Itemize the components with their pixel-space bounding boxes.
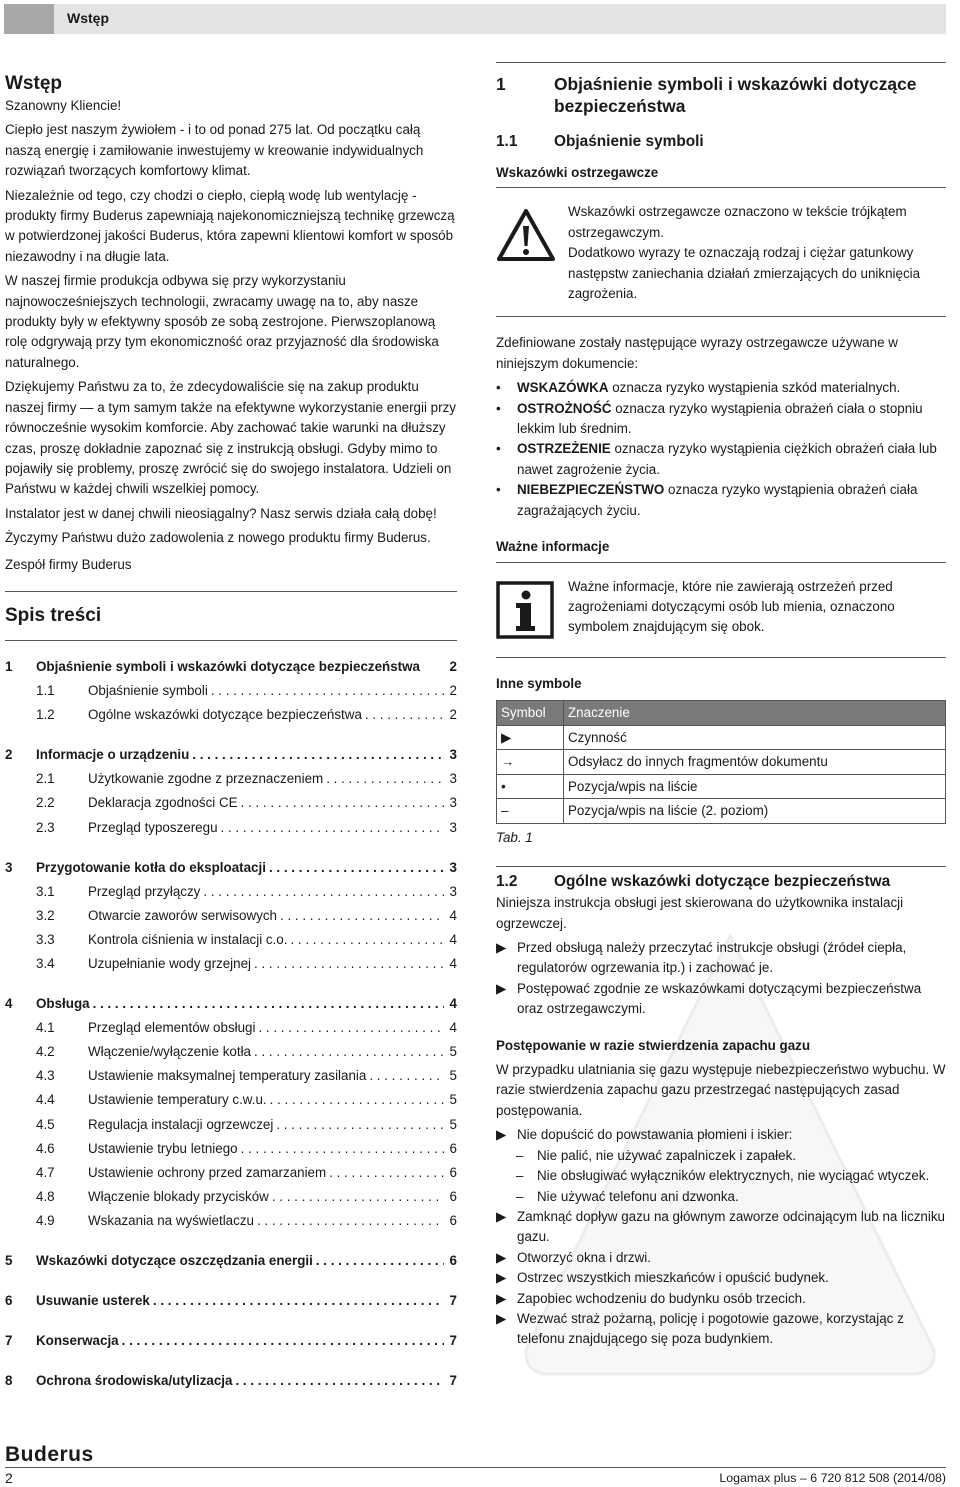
toc-divider [5,640,457,641]
sub-item: – Nie używać telefonu ani dzwonka. [516,1188,739,1204]
toc-entry[interactable]: 4.2 Włączenie/wyłączenie kotła . . . 5 [5,1040,457,1064]
warning-triangle-icon [496,208,556,262]
sub-item: – Nie palić, nie używać zapalniczek i zapałek. [516,1147,797,1163]
signal-word-item: • OSTROŻNOŚĆ oznacza ryzyko wystąpienia obrażeń ciała o stopniu lekkim lub średnim. [496,400,923,437]
warnings-box [496,202,946,317]
toc-entry[interactable]: 7 Konserwacja . . . 7 [5,1329,457,1353]
toc-entry[interactable]: 3.1 Przegląd przyłączy . . . 3 [5,880,457,904]
toc-entry[interactable]: 3.2 Otwarcie zaworów serwisowych . . . 4 [5,904,457,928]
action-item: ▶ Przed obsługą należy przeczytać instrukcje obsługi (źródeł ciepła, regulatorów ogrzewania itp.) i zachować je. [496,940,907,976]
toc-entry[interactable]: 4.6 Ustawienie trybu letniego . . . 6 [5,1137,457,1161]
action-item: ▶ Ostrzec wszystkich mieszkańców i opuścić budynek. [496,1270,829,1286]
gas-intro: W przypadku ulatniania się gazu występuje niebezpieczeństwo wybuchu. W razie stwierdzenia zapachu gazu przestrzegać następujących zasad postępowania. [496,1062,946,1118]
intro-paragraph: Życzymy Państwu dużo zadowolenia z nowego produktu firmy Buderus. [5,530,431,546]
toc-entry[interactable]: 4.1 Przegląd elementów obsługi . . . 4 [5,1016,457,1040]
toc-list [5,655,457,1393]
page-number: 2 [5,1470,13,1486]
intro-title: Wstęp [5,73,62,94]
toc-entry[interactable]: 2.2 Deklaracja zgodności CE . . . 3 [5,791,457,815]
toc-entry[interactable]: 8 Ochrona środowiska/utylizacja . . . 7 [5,1369,457,1393]
left-column [5,70,457,1393]
action-item: ▶ Otworzyć okna i drzwi. [496,1249,651,1265]
table-header-cell: Znaczenie [564,701,946,726]
table-cell: Odsyłacz do innych fragmentów dokumentu [564,750,946,775]
section-1-2-heading: 1.2 Ogólne wskazówki dotyczące bezpieczeństwa [496,873,891,891]
buderus-logo: Buderus [5,1443,94,1466]
intro-paragraph: Niezależnie od tego, czy chodzi o ciepło, ciepłą wodę lub wentylację - produkty firmy Buderus zapewniają najekonomiczniejszą technikę grzewczą w potwierdzonej jakości Buderus, która zapewni klientowi komfort w sposób niezawodny i na długie lata. [5,187,455,264]
toc-entry[interactable]: 2.1 Użytkowanie zgodne z przeznaczeniem . . . 3 [5,767,457,791]
toc-entry[interactable]: 4.7 Ustawienie ochrony przed zamarzaniem . . . 6 [5,1161,457,1185]
gas-heading: Postępowanie w razie stwierdzenia zapachu gazu [496,1037,811,1053]
symbols-table [496,700,946,824]
warnings-rule [496,187,946,188]
toc-entry[interactable]: 2 Informacje o urządzeniu . . . 3 [5,743,457,767]
toc-entry[interactable]: 3.4 Uzupełnianie wody grzejnej . . . 4 [5,952,457,976]
toc-entry[interactable]: 6 Usuwanie usterek . . . 7 [5,1289,457,1313]
section-1-2-rule [496,866,946,867]
header-title: Wstęp [67,10,109,26]
header-tab [4,4,54,34]
info-icon [496,581,554,639]
toc-entry[interactable]: 1 Objaśnienie symboli i wskazówki dotyczące bezpieczeństwa 2 [5,658,457,674]
intro-paragraph: W naszej firmie produkcja odbywa się przy wykorzystaniu najnowocześniejszych technologii, zwracamy uwagę na to, aby nasze produkty były w efektywny sposób ze sobą zestrojone. Pierwszoplanową rolę odgrywają przy tym ekonomiczność oraz przyjazność dla środowiska naturalnego. [5,273,439,370]
table-row [497,725,946,750]
sub-item: – Nie obsługiwać wyłączników elektrycznych, nie wyciągać wtyczek. [516,1168,930,1184]
important-box-text: Ważne informacje, które nie zawierają ostrzeżeń przed zagrożeniami dotyczącymi osób lub mienia, oznaczono symbolem znajdującym się obok. [568,578,895,635]
toc-entry[interactable]: 4.4 Ustawienie temperatury c.w.u. . . . 5 [5,1088,457,1112]
important-box [496,577,946,658]
document-reference: Logamax plus – 6 720 812 508 (2014/08) [719,1471,946,1485]
intro-paragraph: Dziękujemy Państwu za to, że zdecydowaliście się na zakup produktu naszej firmy — a tym samym także na efektywne wykorzystanie energii przy równocześnie wysokim komforcie. Aby zachować takie warunki na dłuższy czas, proszę dokładnie zapoznać się z instrukcją obsługi. Gdyby mimo to pojawiły się problemy, proszę zwrócić się do swojego instalatora. Udzieli on Państwu w każdej chwili wszelkiej pomocy. [5,379,456,497]
signal-word-item: • WSKAZÓWKA oznacza ryzyko wystąpienia szkód materialnych. [496,380,901,396]
signal-word-item: • OSTRZEŻENIE oznacza ryzyko wystąpienia ciężkich obrażeń ciała lub nawet zagrożenie życia. [496,441,937,477]
toc-entry[interactable]: 1.2 Ogólne wskazówki dotyczące bezpieczeństwa . . . 2 [5,703,457,727]
action-item: ▶ Zamknąć dopływ gazu na głównym zaworze odcinającym lub na liczniku gazu. [496,1208,945,1245]
intro-greeting: Szanowny Kliencie! [5,98,122,113]
toc-entry[interactable]: 4.8 Włączenie blokady przycisków . . . 6 [5,1185,457,1209]
action-item: ▶ Wezwać straż pożarną, policję i pogotowie gazowe, korzystając z telefonu znajdującego się poza budynkiem. [496,1310,904,1347]
section-1-1-heading: 1.1 Objaśnienie symboli [496,133,704,150]
toc-entry[interactable]: 3 Przygotowanie kotła do eksploatacji . . . 3 [5,856,457,880]
table-cell: Pozycja/wpis na liście (2. poziom) [564,799,946,824]
toc-heading: Spis treści [5,604,102,626]
action-item: ▶ Postępować zgodnie ze wskazówkami dotyczącymi bezpieczeństwa oraz ostrzegawczymi. [496,980,922,1017]
reference-arrow-icon: → [497,750,564,775]
important-heading: Ważne informacje [496,539,610,555]
action-item: ▶ Zapobiec wchodzeniu do budynku osób trzecich. [496,1290,806,1306]
toc-entry[interactable]: 4.9 Wskazania na wyświetlaczu . . . 6 [5,1209,457,1233]
bullet-icon: • [497,774,564,799]
defined-intro: Zdefiniowane zostały następujące wyrazy ostrzegawcze używane w niniejszym dokumencie: [496,335,898,371]
toc-entry[interactable]: 1.1 Objaśnienie symboli . . . 2 [5,679,457,703]
table-row [497,774,946,799]
table-cell: Pozycja/wpis na liście [564,774,946,799]
footer-rule [5,1467,946,1468]
dash-icon: – [497,799,564,824]
right-column [496,62,946,1350]
other-symbols-heading: Inne symbole [496,675,582,691]
toc-entry[interactable]: 4.5 Regulacja instalacji ogrzewczej . . . 5 [5,1113,457,1137]
action-arrow-icon: ▶ [497,725,564,750]
toc-entry[interactable]: 4 Obsługa . . . 4 [5,992,457,1016]
toc-entry[interactable]: 2.3 Przegląd typoszeregu . . . 3 [5,816,457,840]
intro-signoff: Zespół firmy Buderus [5,556,132,572]
section-divider [5,591,457,592]
warnings-box-text: Dodatkowo wyrazy te oznaczają rodzaj i ciężar gatunkowy następstw zaniechania działań zmierzających do uniknięcia zagrożenia. [568,245,921,302]
table-caption: Tab. 1 [496,829,533,845]
toc-entry[interactable]: 4.3 Ustawienie maksymalnej temperatury zasilania . . . 5 [5,1064,457,1088]
warnings-heading: Wskazówki ostrzegawcze [496,165,659,180]
table-row [497,750,946,775]
section-top-rule [496,62,946,63]
section-1-2-intro: Niniejsza instrukcja obsługi jest skierowana do użytkownika instalacji ogrzewczej. [496,895,904,931]
action-item: ▶ Nie dopuścić do powstawania płomieni i iskier: [496,1127,793,1143]
warnings-box-text: Wskazówki ostrzegawcze oznaczono w tekście trójkątem ostrzegawczym. [568,204,907,240]
toc-entry[interactable]: 5 Wskazówki dotyczące oszczędzania energii . . . 6 [5,1249,457,1273]
signal-word-item: • NIEBEZPIECZEŃSTWO oznacza ryzyko wystąpienia obrażeń ciała zagrażających życiu. [496,482,918,518]
header-band [4,4,946,34]
intro-paragraph: Ciepło jest naszym żywiołem - i to od ponad 275 lat. Od początku całą naszą energię i zamiłowanie inwestujemy w kreowanie indywidualnych rozwiązań tworzących komfortowy klimat. [5,122,424,179]
toc-entry[interactable]: 3.3 Kontrola ciśnienia w instalacji c.o. . . . 4 [5,928,457,952]
table-header-cell: Symbol [497,701,564,726]
intro-paragraph: Instalator jest w danej chwili nieosiągalny? Nasz serwis działa całą dobę! [5,505,437,521]
symbols-table-header [497,701,946,726]
table-row [497,799,946,824]
important-rule [496,562,946,563]
table-cell: Czynność [564,725,946,750]
section-1-heading: 1 Objaśnienie symboli i wskazówki dotyczące bezpieczeństwa [496,74,917,116]
